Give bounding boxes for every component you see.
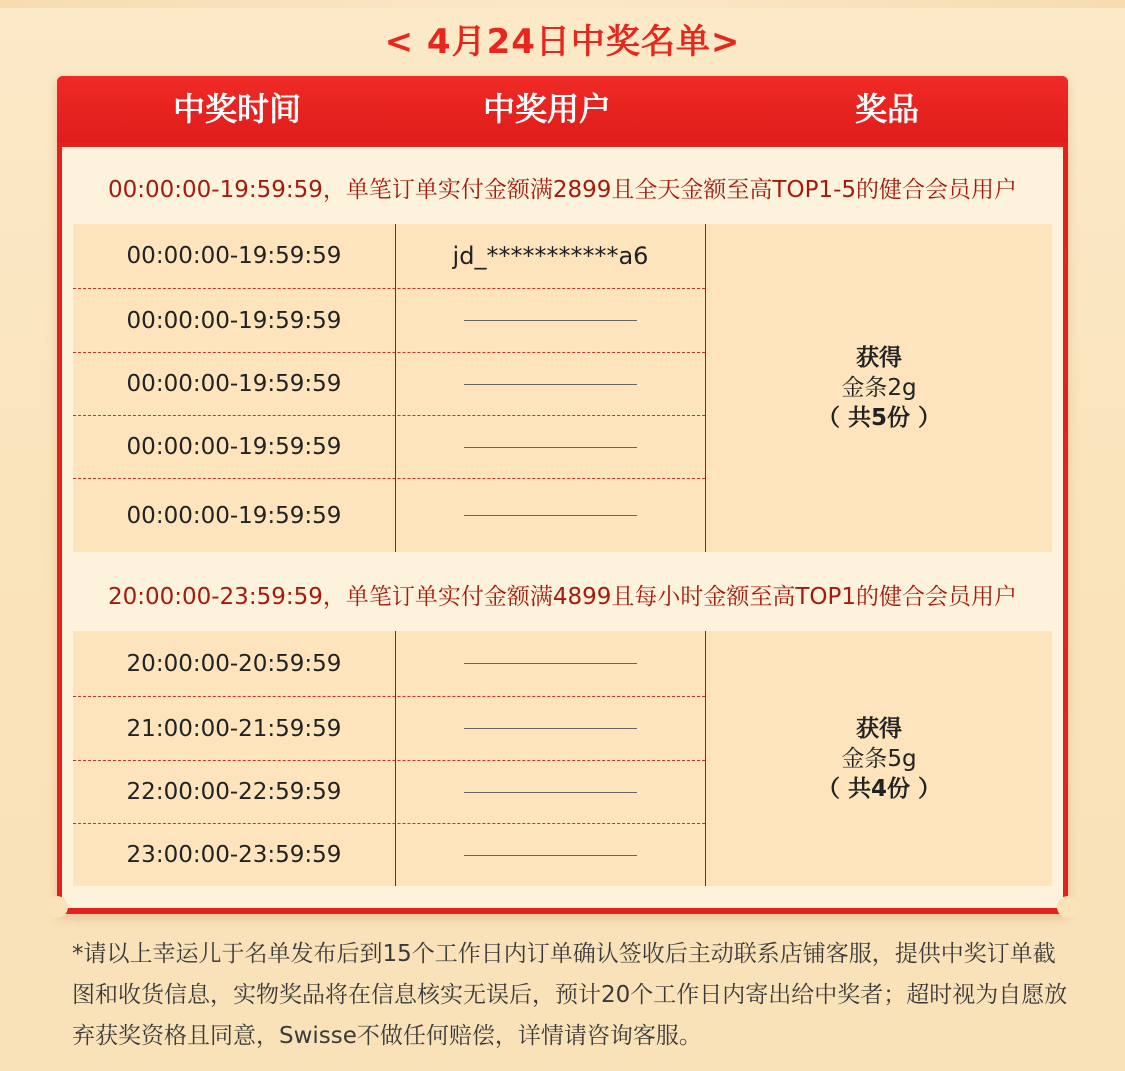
group-title-2: 20:00:00-23:59:59，单笔订单实付金额满4899且每小时金额至高TOP1的健合会员用户 xyxy=(107,584,1018,610)
table-row xyxy=(73,353,705,416)
empty-dash xyxy=(464,515,637,516)
empty-dash xyxy=(464,792,637,793)
table-row xyxy=(73,697,705,761)
prize-label: 获得 xyxy=(856,345,902,371)
row-time: 00:00:00-19:59:59 xyxy=(126,307,342,334)
row-user-empty xyxy=(396,824,705,886)
row-user-empty xyxy=(396,697,705,760)
table-row xyxy=(73,479,705,552)
table-row xyxy=(73,224,705,289)
group-title-1: 00:00:00-19:59:59，单笔订单实付金额满2899且全天金额至高TOP1-5的健合会员用户 xyxy=(107,177,1018,203)
row-time: 00:00:00-19:59:59 xyxy=(126,243,342,269)
table-header xyxy=(57,76,1068,142)
table-body xyxy=(62,147,1063,908)
winners-panel xyxy=(57,76,1068,914)
row-user-empty xyxy=(396,761,705,823)
row-time: 21:00:00-21:59:59 xyxy=(126,715,342,742)
prize-label: 获得 xyxy=(856,715,902,742)
row-time: 23:00:00-23:59:59 xyxy=(126,842,342,868)
row-time: 00:00:00-19:59:59 xyxy=(126,434,342,460)
footnote: *请以上幸运儿于名单发布后到15个工作日内订单确认签收后主动联系店铺客服，提供中奖订单截图和收货信息，实物奖品将在信息核实无误后，预计20个工作日内寄出给中奖者；超时视为自愿放弃获奖资格且同意，Swisse不做任何赔偿，详情请咨询客服。 xyxy=(72,941,1068,1049)
row-time: 00:00:00-19:59:59 xyxy=(126,371,342,397)
row-time: 20:00:00-20:59:59 xyxy=(126,650,342,677)
row-user-empty xyxy=(396,479,705,552)
group-rows-1 xyxy=(73,224,1052,552)
empty-dash xyxy=(464,384,637,385)
row-time: 22:00:00-22:59:59 xyxy=(126,779,342,805)
prize-cell-1 xyxy=(706,224,1052,552)
corner-notch xyxy=(1057,896,1079,918)
table-row xyxy=(73,631,705,697)
header-prize: 奖品 xyxy=(854,90,919,128)
prize-count: （ 共5份 ） xyxy=(816,405,942,431)
header-time: 中奖时间 xyxy=(172,90,301,128)
top-decoration xyxy=(0,0,1125,8)
page-title: < 4月24日中奖名单> xyxy=(384,22,741,62)
prize-count: （ 共4份 ） xyxy=(816,775,942,802)
empty-dash xyxy=(464,855,637,856)
group-rows-2 xyxy=(73,631,1052,886)
table-row xyxy=(73,761,705,824)
row-user: jd_***********a6 xyxy=(452,242,649,270)
corner-notch xyxy=(46,896,68,918)
prize-name: 金条2g xyxy=(841,375,917,401)
row-user-empty xyxy=(396,631,705,696)
empty-dash xyxy=(464,447,637,448)
prize-cell-2 xyxy=(706,631,1052,886)
empty-dash xyxy=(464,320,637,321)
empty-dash xyxy=(464,663,637,664)
empty-dash xyxy=(464,728,637,729)
table-row xyxy=(73,824,705,886)
table-row xyxy=(73,289,705,353)
row-time: 00:00:00-19:59:59 xyxy=(126,502,342,529)
row-user-empty xyxy=(396,289,705,352)
row-user-empty xyxy=(396,416,705,478)
table-row xyxy=(73,416,705,479)
prize-name: 金条5g xyxy=(841,745,917,772)
row-user-empty xyxy=(396,353,705,415)
header-user: 中奖用户 xyxy=(482,90,611,128)
